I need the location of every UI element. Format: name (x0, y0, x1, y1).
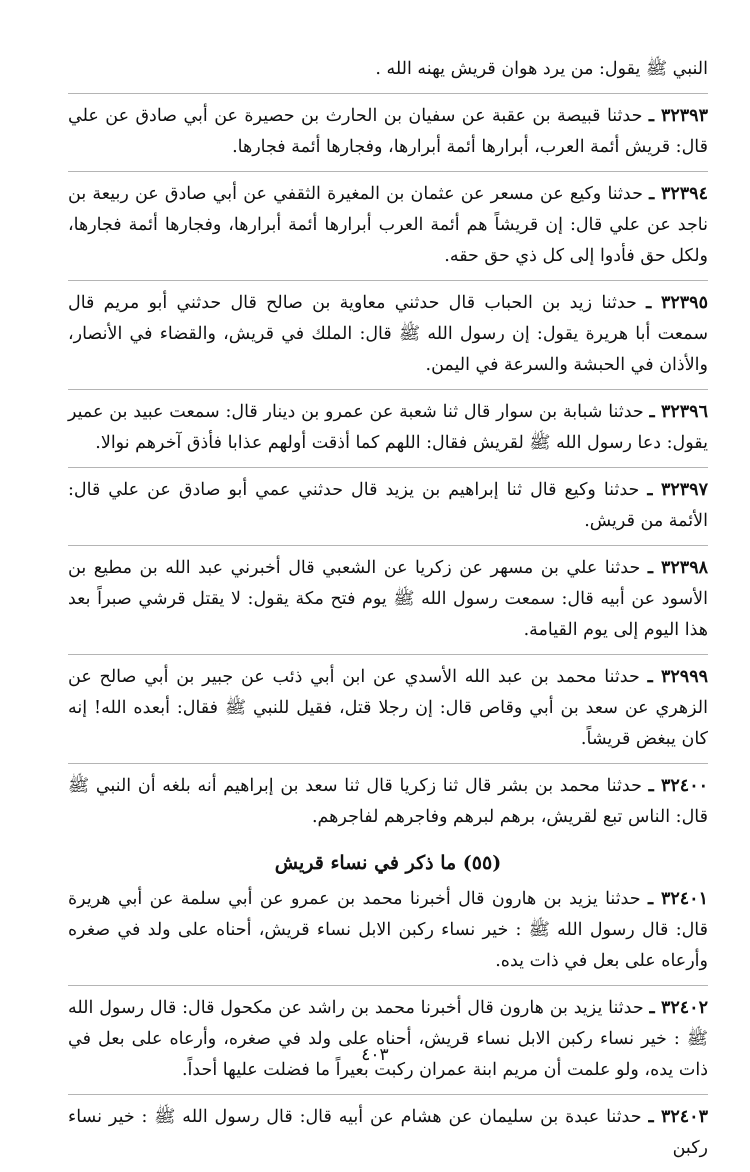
hadith-paragraph (68, 771, 708, 841)
hadith-text: حدثنا يزيد بن هارون قال أخبرنا محمد بن عمرو عن أبي سلمة عن أبي هريرة قال: قال رسول الله ﷺ : خير نساء ركبن الابل نساء قريش، أحناه على ولد في صغره وأرعاه على بعل في ذات يده. (68, 889, 708, 971)
hadith-text: حدثنا وكيع قال ثنا إبراهيم بن يزيد قال حدثني عمي أبو صادق عن علي قال: الأئمة من قريش. (68, 480, 708, 531)
hadith-number: ٣٢٣٩٥ ـ (646, 293, 708, 313)
hadith-paragraph (68, 993, 708, 1095)
hadith-paragraph (68, 288, 708, 390)
page-number: ٤٠٣ (361, 1045, 389, 1065)
hadith-text: حدثنا محمد بن عبد الله الأسدي عن ابن أبي ذئب عن جبير بن أبي صالح عن الزهري عن سعد بن أبي وقاص قال: إن رجلا قتل، فقيل للنبي ﷺ فقال: أبعده الله! إنه كان يبغض قريشاً. (68, 667, 708, 749)
book-page (68, 54, 708, 1158)
hadith-paragraph (68, 475, 708, 546)
hadith-text: حدثنا قبيصة بن عقبة عن سفيان بن الحارث بن حصيرة عن أبي صادق عن علي قال: قريش أئمة العرب، أبرارها أئمة أبرارها، وفجارها أئمة فجارها. (68, 106, 708, 157)
hadith-number: ٣٢٤٠٢ ـ (649, 998, 708, 1018)
hadith-text: حدثنا يزيد بن هارون قال أخبرنا محمد بن راشد عن مكحول قال: قال رسول الله ﷺ : خير نساء ركبن الابل نساء قريش، أحناه على ولد في صغره، وأرعاه على بعل في ذات يده، ولو علمت أن مريم ابنة عمران ركبت بعيراً ما فضلت عليها أحداً. (68, 998, 708, 1080)
hadith-paragraph (68, 397, 708, 468)
hadith-paragraph (68, 553, 708, 655)
hadith-paragraph (68, 179, 708, 281)
hadith-paragraph (68, 1102, 708, 1172)
hadith-number: ٣٢٤٠١ ـ (647, 889, 708, 909)
hadith-number: ٣٢٣٩٣ ـ (648, 106, 708, 126)
section-heading: (٥٥) ما ذكر في نساء قريش (274, 852, 502, 874)
hadith-number: ٣٢٣٩٨ ـ (647, 558, 708, 578)
hadith-paragraph (68, 662, 708, 764)
hadith-text: حدثنا عبدة بن سليمان عن هشام عن أبيه قال: قال رسول الله ﷺ : خير نساء ركبن (68, 1107, 708, 1158)
hadith-paragraph (68, 101, 708, 172)
paragraph-text: النبي ﷺ يقول: من يرد هوان قريش يهنه الله . (375, 59, 708, 79)
hadith-number: ٣٢٣٩٤ ـ (649, 184, 708, 204)
hadith-number: ٣٢٣٩٧ ـ (647, 480, 708, 500)
hadith-number: ٣٢٤٠٠ ـ (648, 776, 708, 796)
paragraph-continued (68, 54, 708, 94)
hadith-number: ٣٢٣٩٦ ـ (649, 402, 708, 422)
hadith-text: حدثنا شبابة بن سوار قال ثنا شعبة عن عمرو بن دينار قال: سمعت عبيد بن عمير يقول: دعا رسول الله ﷺ لقريش فقال: اللهم كما أذقت أولهم عذابا فأذق آخرهم نوالا. (68, 402, 708, 453)
hadith-text: حدثنا وكيع عن مسعر عن عثمان بن المغيرة الثقفي عن أبي صادق عن ربيعة بن ناجد عن علي قال: إن قريشاً هم أئمة العرب أبرارها أئمة أبرارها، وفجارها أئمة فجارها، ولكل حق فأدوا إلى كل ذي حق حقه. (68, 184, 708, 266)
hadith-text: حدثنا علي بن مسهر عن زكريا عن الشعبي قال أخبرني عبد الله بن مطيع بن الأسود عن أبيه قال: سمعت رسول الله ﷺ يوم فتح مكة يقول: لا يقتل قرشي صبراً بعد هذا اليوم إلى يوم القيامة. (68, 558, 708, 640)
hadith-text: حدثنا زيد بن الحباب قال حدثني معاوية بن صالح قال حدثني أبو مريم قال سمعت أبا هريرة يقول: إن رسول الله ﷺ قال: الملك في قريش، والقضاء في الأنصار، والأذان في الحبشة والسرعة في اليمن. (68, 293, 708, 375)
hadith-text: حدثنا محمد بن بشر قال ثنا زكريا قال ثنا سعد بن إبراهيم أنه بلغه أن النبي ﷺ قال: الناس تبع لقريش، برهم لبرهم وفاجرهم لفاجرهم. (68, 776, 708, 827)
hadith-number: ٣٢٩٩٩ ـ (647, 667, 708, 687)
hadith-number: ٣٢٤٠٣ ـ (648, 1107, 708, 1127)
hadith-paragraph (68, 884, 708, 986)
